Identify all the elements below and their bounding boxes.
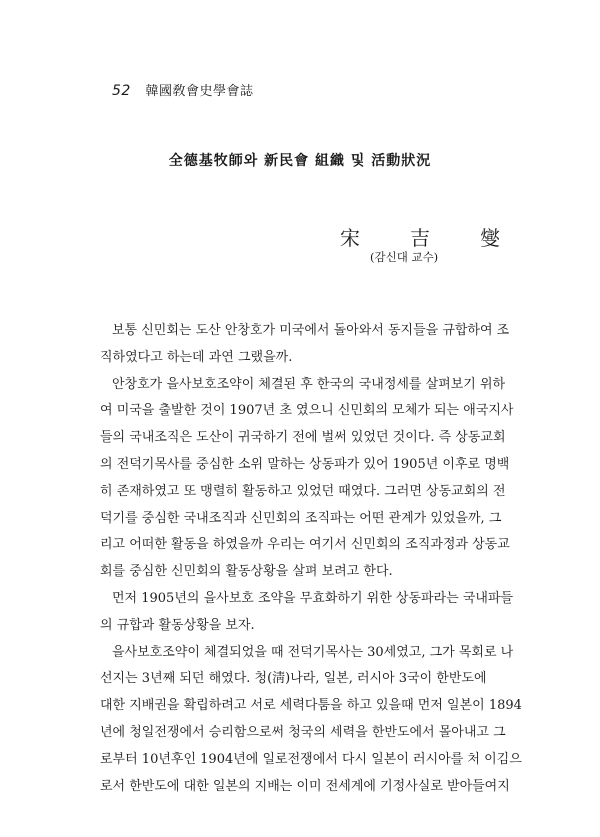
running-header bbox=[112, 80, 253, 99]
body-line: 의 전덕기목사를 중심한 소위 말하는 상동파가 있어 1905년 이후로 명백 bbox=[100, 456, 510, 472]
body-line: 로서 한반도에 대한 일본의 지배는 이미 전세계에 기정사실로 받아들여지 bbox=[100, 778, 510, 794]
body-line: 회를 중심한 신민회의 활동상황을 살펴 보려고 한다. bbox=[100, 564, 393, 580]
body-line: 먼저 1905년의 을사보호 조약을 무효화하기 위한 상동파라는 국내파들 bbox=[112, 590, 514, 606]
body-line: 의 규합과 활동상황을 보자. bbox=[100, 617, 255, 633]
body-line: 여 미국을 출발한 것이 1907년 초 였으니 신민회의 모체가 되는 애국지사 bbox=[100, 403, 514, 419]
body-line: 대한 지배권을 확립하려고 서로 세력다툼을 하고 있을때 먼저 일본이 1894 bbox=[100, 698, 522, 714]
author-name bbox=[340, 222, 500, 251]
body-line: 안창호가 을사보호조약이 체결된 후 한국의 국내정세를 살펴보기 위하 bbox=[112, 376, 506, 392]
author-affiliation: (감신대 교수) bbox=[370, 250, 439, 264]
body-line: 리고 어떠한 활동을 하였을까 우리는 여기서 신민회의 조직과정과 상동교 bbox=[100, 537, 510, 553]
body-line: 을사보호조약이 체결되었을 때 전덕기목사는 30세였고, 그가 목회로 나 bbox=[112, 644, 514, 660]
journal-title: 韓國敎會史學會誌 bbox=[145, 84, 254, 99]
body-line: 히 존재하였고 또 맹렬히 활동하고 있었던 때였다. 그러면 상동교회의 전 bbox=[100, 483, 506, 499]
author-char: 燮 bbox=[480, 226, 500, 250]
body-line: 직하였다고 하는데 과연 그랬을까. bbox=[100, 349, 293, 365]
body-line: 선지는 3년째 되던 해였다. 청(淸)나라, 일본, 러시아 3국이 한반도에 bbox=[100, 671, 487, 687]
article-title: 全德基牧師와 新民會 組織 및 活動狀況 bbox=[168, 153, 432, 169]
body-text bbox=[100, 318, 532, 800]
body-line: 들의 국내조직은 도산이 귀국하기 전에 벌써 있었던 것이다. 즉 상동교회 bbox=[100, 430, 506, 446]
author-char: 宋 bbox=[340, 226, 360, 250]
author-char: 吉 bbox=[410, 226, 430, 250]
body-line: 로부터 10년후인 1904년에 일로전쟁에서 다시 일본이 러시아를 처 이김으 bbox=[100, 751, 522, 767]
body-line: 보통 신민회는 도산 안창호가 미국에서 돌아와서 동지들을 규합하여 조 bbox=[112, 323, 510, 338]
page-number: 52 bbox=[112, 83, 131, 99]
body-line: 년에 청일전쟁에서 승리함으로써 청국의 세력을 한반도에서 몰아내고 그 bbox=[100, 724, 506, 740]
body-line: 덕기를 중심한 국내조직과 신민회의 조직파는 어떤 관계가 있었을까, 그 bbox=[100, 510, 502, 526]
